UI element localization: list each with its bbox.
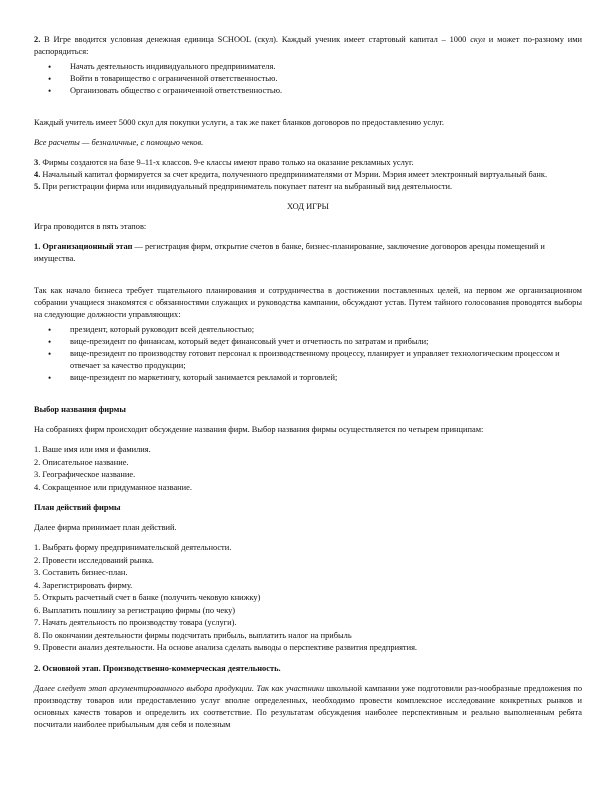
list-item: • вице-президент по производству готовит персонал к производственному процессу, планирует и управляет технологическим процессом и отвечает за качество продукции; [70, 348, 582, 372]
positions-list [34, 324, 582, 384]
list-item: • вице-президент по финансам, который ведет финансовый учет и отчетность по затратам и прибыли; [70, 336, 582, 348]
paragraph-currency: 2. В Игре вводится условная денежная единица SCHOOL (скул). Каждый ученик имеет стартовый капитал – 1000 скул и может по-разному ими распорядиться: [34, 35, 583, 56]
naming-list [34, 444, 582, 494]
paragraph-planning: Так как начало бизнеса требует тщательного планирования и сотрудничества в достижении поставленных целей, на первом же организационном собрании учащиеся знакомятся с обязанностями служащих и руководства кампании, обсуждают устав. Путем тайного голосования проводятся выборы на следующие должности управляющих: [34, 286, 582, 319]
list-item: 4. Сокращенное или придуманное название. [34, 482, 192, 492]
naming-title: Выбор названия фирмы [34, 405, 126, 414]
list-item: 4. Зарегистрировать фирму. [34, 580, 133, 590]
list-item: • президент, который руководит всей деятельностью; [70, 324, 582, 336]
options-list [34, 61, 582, 97]
paragraph-teacher: Каждый учитель имеет 5000 скул для покупки услуги, а так же пакет бланков договоров по предоставлению услуг. [34, 118, 445, 127]
list-item: 8. По окончании деятельности фирмы подсчитать прибыль, выплатить налог на прибыль [34, 630, 352, 640]
list-item: 3. Географическое название. [34, 470, 136, 479]
list-item: • вице-президент по маркетингу, который занимается рекламой и торговлей; [70, 372, 582, 384]
list-item: • Начать деятельность индивидуального предпринимателя. [70, 61, 582, 73]
stage-2-title: 2. Основной этап. Производственно-коммерческая деятельность. [34, 663, 281, 673]
list-item: 7. Начать деятельность по производству товара (услуги). [34, 618, 237, 627]
list-item: 3. Составить бизнес-план. [34, 568, 128, 577]
list-item: 2. Описательное название. [34, 457, 129, 467]
rule-item: 3. Фирмы создаются на базе 9–11-х классов. 9-е классы имеют право только на оказание рекламных услуг. [34, 158, 414, 167]
list-item: 1. Ваше имя или имя и фамилия. [34, 445, 151, 454]
naming-intro: На собраниях фирм происходит обсуждение названия фирм. Выбор названия фирмы осуществляется по четырем принципам: [34, 425, 484, 434]
list-item: 2. Провести исследований рынка. [34, 555, 154, 565]
list-item: • Организовать общество с ограниченной ответственностью. [70, 85, 582, 97]
paragraph-stages-intro: Игра проводится в пять этапов: [34, 222, 147, 231]
plan-intro: Далее фирма принимает план действий. [34, 523, 177, 532]
item-number: 2. [34, 35, 41, 44]
list-item: • Войти в товарищество с ограниченной ответственностью. [70, 73, 582, 85]
paragraph-stage-2: Далее следует этап аргументированного выбора продукции. Так как участники школьной кампании уже подготовили раз-нообразные предложения по производству товаров или предоставлению услуг вполне определенных, необходимо провести комплексное исследование конкретных рынков и основных качеств товаров и определить их соответствие. По результатам обсуждения наиболее перспективным и реально выполненным ребята посчитали наиболее прибыльным для себя и полезным [34, 683, 583, 729]
section-heading: ХОД ИГРЫ [287, 202, 329, 211]
list-item: 5. Открыть расчетный счет в банке (получить чековую книжку) [34, 593, 261, 602]
list-item: 6. Выплатить пошлину за регистрацию фирмы (по чеку) [34, 605, 236, 615]
rule-item: 5. При регистрации фирма или индивидуальный предприниматель покупает патент на выбранный вид деятельности. [34, 182, 453, 191]
rule-item: 4. Начальный капитал формируется за счет кредита, полученного предпринимателями от Мэрии. Мэрия имеет электронный виртуальный банк. [34, 170, 548, 179]
plan-list [34, 542, 582, 655]
paragraph-stage-1: 1. Организационный этап — регистрация фирм, открытие счетов в банке, бизнес-планирование, заключение договоров аренды помещений и имущества. [34, 242, 545, 263]
document-page [34, 34, 582, 731]
paragraph-payments: Все расчеты — безналичные, с помощью чеков. [34, 138, 204, 147]
plan-title: План действий фирмы [34, 503, 121, 512]
list-item: 9. Провести анализ деятельности. На основе анализа сделать выводы о перспективе развития предприятия. [34, 643, 418, 652]
list-item: 1. Выбрать форму предпринимательской деятельности. [34, 543, 232, 552]
